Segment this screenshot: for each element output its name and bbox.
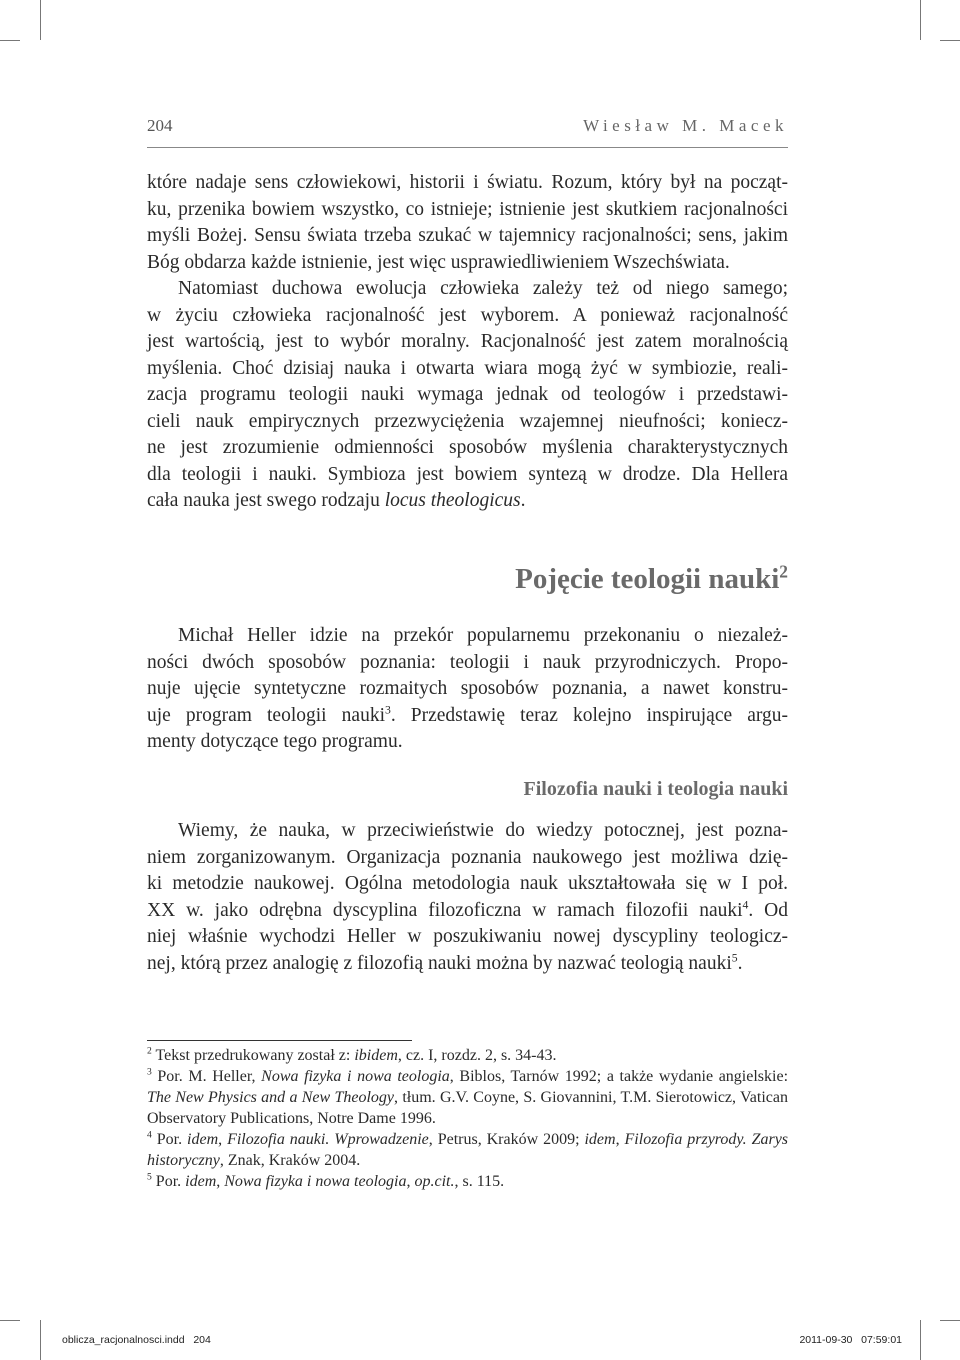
text-line: [147, 488, 788, 515]
footnote-italic: idem: [584, 1131, 616, 1148]
text-line: Wiemy, że nauka, w przeciwieństwie do wiedzy potocznej, jest pozna-: [178, 820, 788, 841]
text-line: niej właśnie wychodzi Heller w poszukiwaniu nowej dyscypliny teologicz-: [147, 926, 788, 947]
text-line: niem zorganizowanym. Organizacja poznania naukowego jest możliwa dzię-: [147, 846, 788, 868]
text-line: Bóg obdarza każde istnienie, jest więc usprawiedliwieniem Wszechświata.: [147, 251, 730, 273]
footnote-text: , Petrus, Kraków 2009;: [428, 1131, 585, 1148]
footnote-text: Por.: [151, 1173, 186, 1190]
footnote-italic: Filozofia przyrody. Zarys historyczny: [147, 1131, 789, 1169]
footnote-italic: Nowa fizyka i nowa teologia: [261, 1068, 450, 1085]
footnote-number: 2: [147, 1045, 152, 1057]
crop-mark: [940, 40, 960, 41]
text-run: .: [520, 490, 526, 511]
footnote-text: ,: [218, 1131, 228, 1148]
footnote-rule: [147, 1040, 412, 1041]
text-run: . Od: [748, 899, 788, 921]
header-rule: [147, 147, 788, 148]
paragraph: [147, 818, 788, 977]
subsection-title: Filozofia nauki i teologia nauki: [523, 778, 788, 800]
footnote-ref: 5: [731, 951, 738, 964]
page-number: 204: [147, 116, 173, 135]
footnote-3: [147, 1066, 788, 1129]
footnote-italic: Filozofia nauki. Wprowadzenie: [227, 1131, 429, 1148]
footnote-italic: idem: [187, 1131, 219, 1148]
footnote-text: Por.: [151, 1131, 188, 1148]
text-line: [147, 898, 788, 925]
footnote-ref: 2: [779, 561, 788, 582]
text-line: [147, 703, 788, 730]
footnote-ref: 3: [385, 703, 391, 716]
text-run: .: [737, 952, 743, 974]
text-run: nej, którą przez analogię z filozofią nauki można by nazwać teologią nauki: [147, 952, 732, 974]
footnote-text: , tłum. G.V. Coyne, S. Giovannini, T.M. Sierotowicz, Vatican Observatory Publications, Notre Dame 1996.: [147, 1089, 788, 1127]
footnote-5: [147, 1171, 788, 1192]
text-run: . Przedstawię teraz kolejno inspirujące argu-: [390, 704, 788, 726]
text-run: uje program teologii nauki: [147, 704, 385, 726]
footnote-italic: ibidem: [354, 1047, 398, 1064]
crop-mark: [940, 1320, 960, 1321]
body-text-2: [147, 623, 788, 756]
body-text-3: [147, 818, 788, 977]
text-run: XX w. jako odrębna dyscyplina filozoficzna w ramach filozofii nauki: [147, 899, 743, 921]
text-line: dla teologii i nauki. Symbioza jest bowiem syntezą w drodze. Dla Hellera: [147, 463, 788, 485]
footnote-text: , cz. I, rozdz. 2, s. 34-43.: [397, 1047, 557, 1064]
footnote-text: , Znak, Kraków 2004.: [219, 1152, 361, 1169]
text-line: [147, 951, 788, 978]
italic-term: locus theologicus: [384, 490, 521, 511]
text-run: cała nauka jest swego rodzaju: [147, 490, 385, 511]
crop-mark: [920, 0, 921, 40]
text-line: cieli nauk empirycznych przezwyciężenia wzajemnej nieufności; koniecz-: [147, 410, 788, 432]
footnote-text: , Biblos, Tarnów 1992; a także wydanie angielskie:: [449, 1068, 789, 1085]
text-line: które nadaje sens człowiekowi, historii i światu. Rozum, który był na począt-: [147, 172, 788, 193]
section-title-text: Pojęcie teologii nauki: [515, 563, 780, 595]
footnote-text: Por. M. Heller,: [151, 1068, 262, 1085]
text-line: ne jest zrozumienie odmienności sposobów myślenia charakterystycznych: [147, 437, 788, 458]
footnote-text: Tekst przedrukowany został z:: [151, 1047, 355, 1064]
footnote-text: , s. 115.: [454, 1173, 505, 1190]
text-line: zacja programu teologii nauki wymaga jednak od teologów i przedstawi-: [147, 384, 788, 405]
text-line: menty dotyczące tego programu.: [147, 731, 403, 752]
text-line: w życiu człowieka racjonalność jest wyborem. A ponieważ racjonalność: [147, 304, 788, 326]
text-line: myśli Bożej. Sensu świata trzeba szukać w tajemnicy racjonalności; sens, jakim: [147, 225, 788, 246]
footnotes: [147, 1045, 788, 1192]
running-head: Wiesław M. Macek: [583, 116, 788, 135]
footnote-number: 4: [147, 1129, 152, 1141]
footnote-4: [147, 1129, 788, 1171]
footnote-number: 3: [147, 1066, 152, 1078]
footnote-text: ,: [216, 1173, 225, 1190]
footnote-2: [147, 1045, 788, 1066]
footnote-italic: idem: [185, 1173, 217, 1190]
text-line: myślenia. Choć dzisiaj nauka i otwarta wiara mogą żyć w symbiozie, reali-: [147, 357, 788, 379]
crop-mark: [40, 1320, 41, 1360]
text-line: nuje ujęcie syntetyczne rozmaitych sposobów poznania, a nawet konstru-: [147, 678, 788, 699]
footnote-ref: 4: [742, 898, 749, 911]
paragraph: [147, 170, 788, 276]
text-line: ku, przenika bowiem wszystko, co istnieje; istnienie jest skutkiem racjonalności: [147, 198, 788, 220]
paragraph: [147, 623, 788, 756]
crop-mark: [0, 1320, 20, 1321]
footnote-italic: Nowa fizyka i nowa teologia: [224, 1173, 407, 1190]
text-line: ki metodzie naukowej. Ogólna metodologia nauk ukształtowała się w I poł.: [147, 873, 788, 894]
slug-filename: oblicza_racjonalnosci.indd 204: [62, 1334, 211, 1346]
crop-mark: [920, 1320, 921, 1360]
paragraph: [147, 276, 788, 515]
slug-timestamp: 2011-09-30 07:59:01: [799, 1334, 902, 1346]
text-line: jest wartością, jest to wybór moralny. Racjonalność jest zatem moralnością: [147, 331, 788, 352]
footnote-italic: op.cit.: [414, 1173, 455, 1190]
section-title: [515, 563, 788, 596]
footnote-text: ,: [406, 1173, 415, 1190]
text-line: Natomiast duchowa ewolucja człowieka zależy też od niego samego;: [178, 278, 788, 299]
footnote-text: ,: [615, 1131, 625, 1148]
body-text-1: [147, 170, 788, 515]
text-line: Michał Heller idzie na przekór popularnemu przekonaniu o niezależ-: [178, 625, 788, 646]
footnote-italic: The New Physics and a New Theology: [147, 1089, 395, 1106]
footnote-number: 5: [147, 1171, 152, 1183]
crop-mark: [0, 40, 20, 41]
crop-mark: [40, 0, 41, 40]
page-header: [147, 116, 788, 138]
text-line: ności dwóch sposobów poznania: teologii i nauk przyrodniczych. Propo-: [147, 651, 788, 673]
